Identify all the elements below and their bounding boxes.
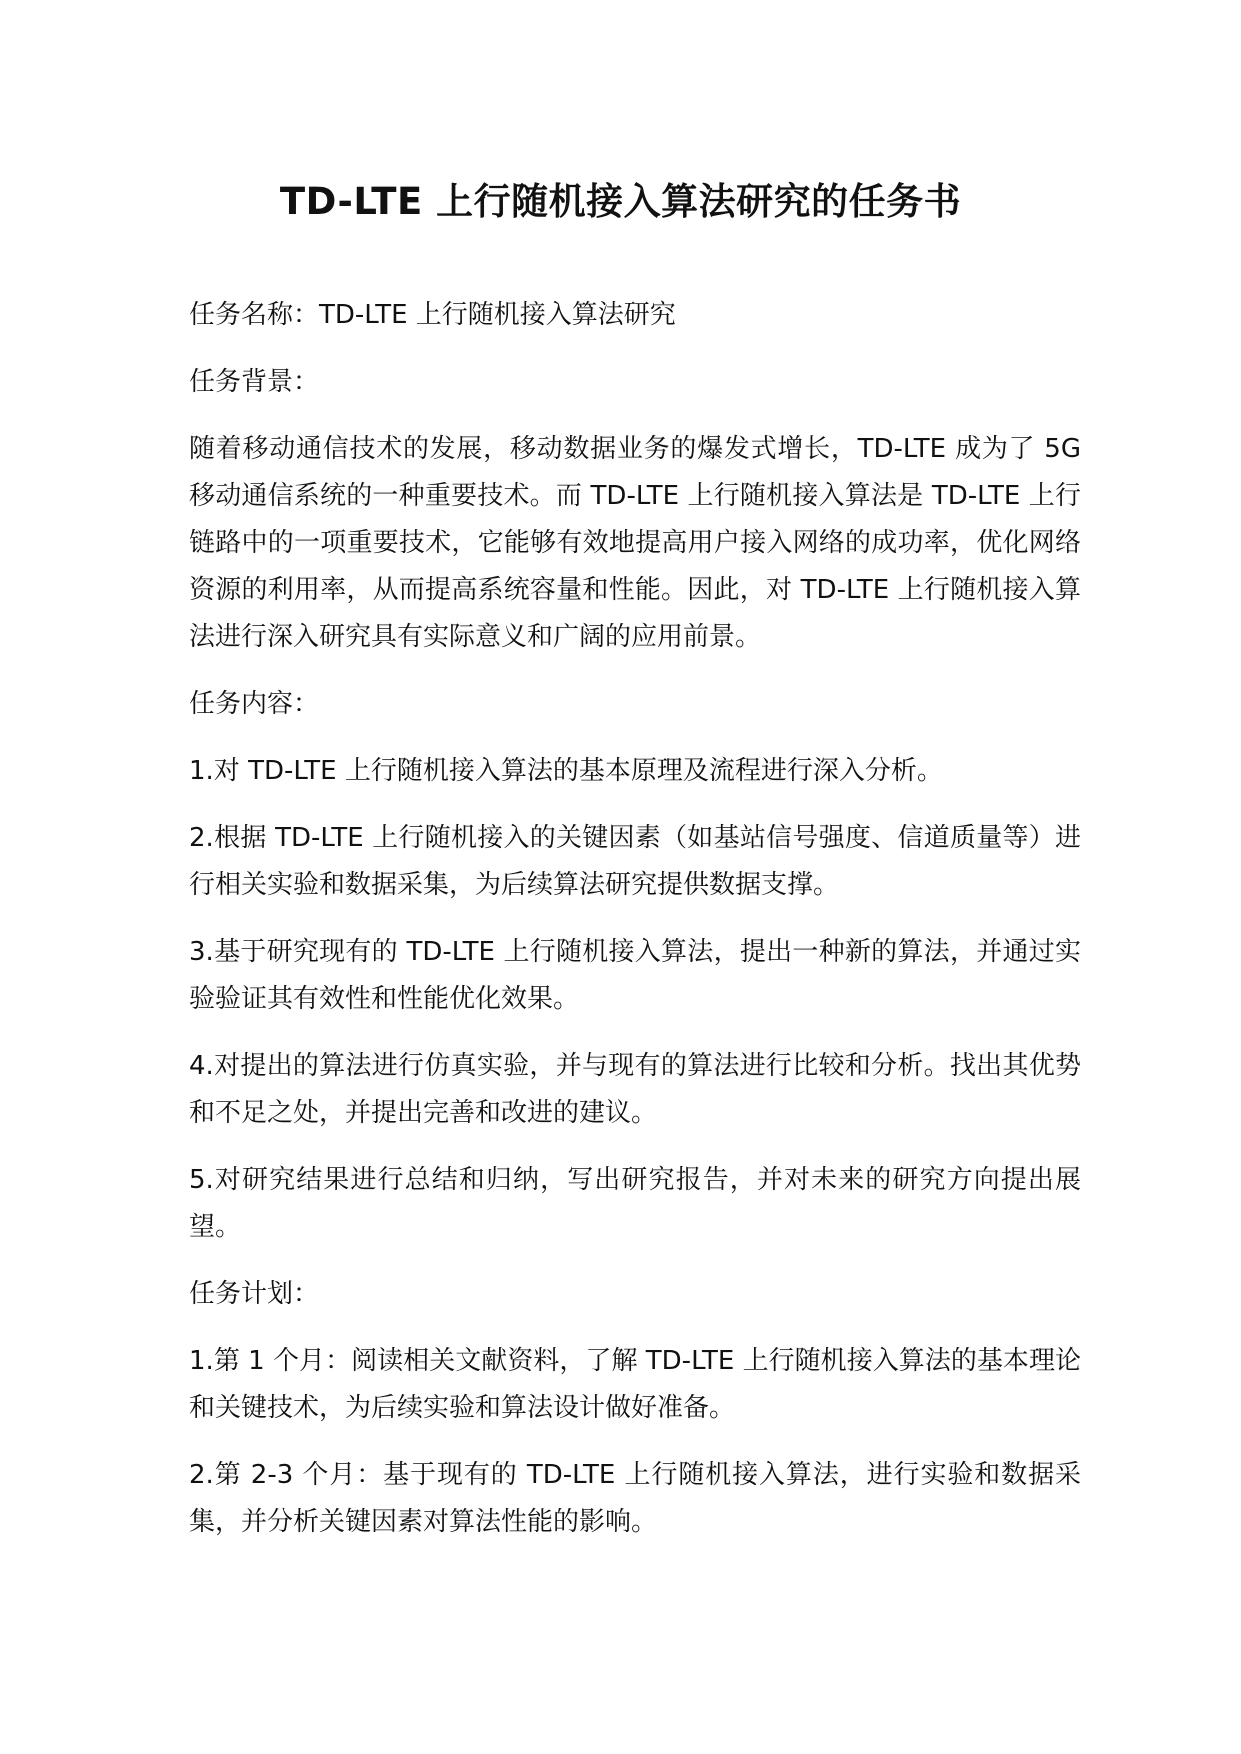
- task-name-line: 任务名称：TD-LTE 上行随机接入算法研究: [189, 300, 676, 330]
- document-title: TD-LTE 上行随机接入算法研究的任务书: [279, 180, 962, 223]
- content-item-2: 2.根据 TD-LTE 上行随机接入的关键因素（如基站信号强度、信道质量等）进行相关实验和数据采集，为后续算法研究提供数据支撑。: [189, 823, 1081, 900]
- content-item-4: 4.对提出的算法进行仿真实验，并与现有的算法进行比较和分析。找出其优势和不足之处，并提出完善和改进的建议。: [189, 1051, 1081, 1128]
- document-body: [189, 292, 1081, 1566]
- content-item-3: 3.基于研究现有的 TD-LTE 上行随机接入算法，提出一种新的算法，并通过实验验证其有效性和性能优化效果。: [189, 937, 1081, 1014]
- content-item-5: 5.对研究结果进行总结和归纳，写出研究报告，并对未来的研究方向提出展望。: [189, 1165, 1081, 1242]
- plan-item-2: 2.第 2-3 个月：基于现有的 TD-LTE 上行随机接入算法，进行实验和数据采集，并分析关键因素对算法性能的影响。: [189, 1460, 1081, 1537]
- background-paragraph: 随着移动通信技术的发展，移动数据业务的爆发式增长，TD-LTE 成为了 5G 移动通信系统的一种重要技术。而 TD-LTE 上行随机接入算法是 TD-LTE 上行链路中的一项重要技术，它能够有效地提高用户接入网络的成功率，优化网络资源的利用率，从而提高系统容量和性能。因此，对 TD-LTE 上行随机接入算法进行深入研究具有实际意义和广阔的应用前景。: [189, 434, 1081, 652]
- content-item-1: 1.对 TD-LTE 上行随机接入算法的基本原理及流程进行深入分析。: [189, 756, 943, 786]
- background-heading: 任务背景：: [189, 367, 320, 397]
- content-heading: 任务内容：: [189, 689, 320, 719]
- plan-item-1: 1.第 1 个月：阅读相关文献资料，了解 TD-LTE 上行随机接入算法的基本理论和关键技术，为后续实验和算法设计做好准备。: [189, 1346, 1081, 1423]
- plan-heading: 任务计划：: [189, 1279, 320, 1309]
